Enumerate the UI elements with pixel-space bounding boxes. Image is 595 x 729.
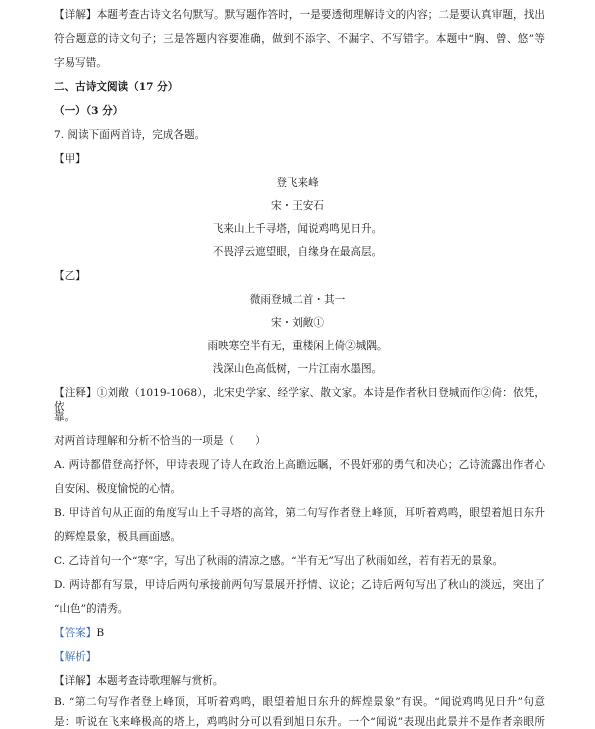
explain-line-1: 【详解】本题考查诗歌理解与赏析。 — [54, 675, 224, 687]
poem-a-title: 登飞来峰 — [276, 177, 319, 189]
poem-a-line-2: 不畏浮云遮望眼，自缘身在最高层。 — [212, 246, 383, 258]
note-line-1: 【注释】①刘敞（1019-1068），北宋史学家、经学家、散文家。本诗是作者秋日登城而作②倚：依凭，依 — [54, 387, 545, 413]
poem-b-line-2: 浅深山色高低树，一片江南水墨图。 — [212, 363, 383, 375]
intro-line-1: 【详解】本题考查古诗文名句默写。默写题作答时，一是要透彻理解诗文的内容；二是要认真审题，找出 — [54, 9, 545, 21]
option-b-line-1: B. 甲诗首句从正面的角度写山上千寻塔的高耸，第二句写作者登上峰顶，耳听着鸡鸣，眼望着旭日东升 — [54, 507, 545, 519]
answer-line — [54, 626, 545, 640]
answer-label: 【答案】 — [54, 627, 97, 639]
poem-b-author: 宋・刘敞① — [271, 317, 324, 329]
poem-a-tag: 【甲】 — [54, 153, 86, 165]
poem-b-line-1: 雨映寒空半有无，重楼闲上倚②城隅。 — [207, 340, 388, 352]
explain-line-3: 是：听说在飞来峰极高的塔上，鸡鸣时分可以看到旭日东升。一个“闻说”表现出此景并不是作者亲眼所 — [54, 716, 545, 728]
explain-line-2: B. “第二句写作者登上峰顶，耳听着鸡鸣，眼望着旭日东升的辉煌景象”有误。“闻说鸡鸣见日升”句意 — [54, 696, 545, 708]
poem-b-tag: 【乙】 — [54, 270, 86, 282]
option-a-line-2: 自安闲、极度愉悦的心情。 — [54, 483, 182, 495]
subsection-heading: （一）（3 分） — [54, 105, 124, 117]
intro-line-3: 字易写错。 — [54, 57, 107, 69]
analysis-label: 【解析】 — [54, 651, 97, 663]
question-stem: 对两首诗理解和分析不恰当的一项是（ ） — [54, 435, 266, 447]
option-d-line-2: “山色”的清秀。 — [54, 603, 129, 615]
option-c: C. 乙诗首句一个“寒”字，写出了秋雨的清凉之感。“半有无”写出了秋雨如丝，若有若无的景象。 — [54, 555, 504, 567]
option-d-line-1: D. 两诗都有写景，甲诗后两句承接前两句写景展开抒情、议论；乙诗后两句写出了秋山的淡远，突出了 — [54, 579, 545, 591]
poem-b-title: 微雨登城二首・其一 — [249, 294, 346, 306]
option-a-line-1: A. 两诗都借登高抒怀，甲诗表现了诗人在政治上高瞻远瞩，不畏奸邪的勇气和决心；乙诗流露出作者心 — [54, 459, 545, 471]
option-b-line-2: 的辉煌景象，极具画面感。 — [54, 531, 182, 543]
poem-a-author: 宋・王安石 — [271, 200, 324, 212]
answer-value: B — [96, 627, 105, 639]
question-intro: 7. 阅读下面两首诗，完成各题。 — [54, 129, 206, 141]
note-line-2: 靠。 — [54, 411, 76, 423]
intro-line-2: 符合题意的诗文句子；三是答题内容要准确，做到不添字、不漏字、不写错字。本题中“胸、曾、悠”等 — [54, 33, 545, 45]
poem-a-line-1: 飞来山上千寻塔，闻说鸡鸣见日升。 — [212, 223, 383, 235]
section-heading: 二、古诗文阅读（17 分） — [54, 81, 179, 93]
